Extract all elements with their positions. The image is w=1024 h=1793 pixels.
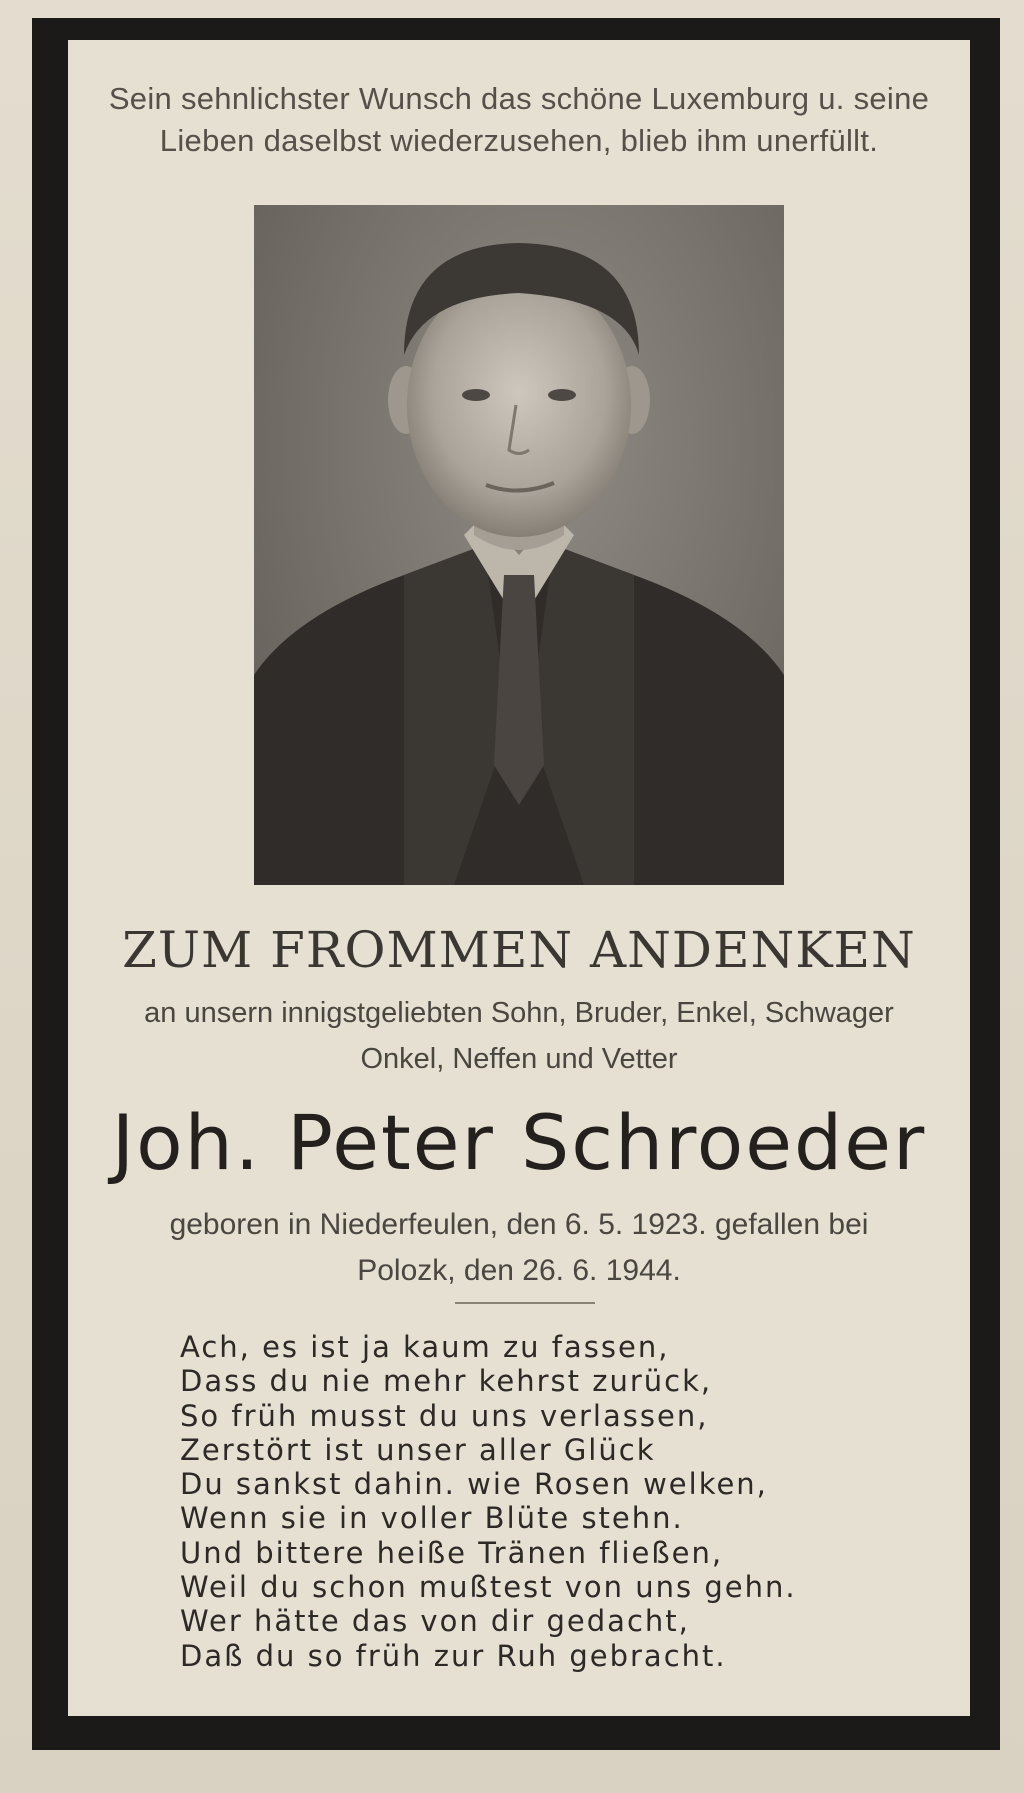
heading-zum-frommen-andenken: ZUM FROMMEN ANDENKEN — [122, 921, 916, 979]
poem-line: Ach, es ist ja kaum zu fassen, — [180, 1330, 670, 1364]
birth-death-dates — [68, 1202, 970, 1294]
poem-line: Und bittere heiße Tränen fließen, — [180, 1535, 724, 1570]
poem-line: Zerstört ist unser aller Glück — [180, 1432, 656, 1467]
portrait-photo — [254, 205, 784, 885]
dedication-line-1: an unsern innigstgeliebten Sohn, Bruder, Enkel, Schwager — [144, 997, 894, 1029]
divider-rule — [455, 1302, 595, 1304]
poem — [180, 1330, 920, 1673]
poem-line: Dass du nie mehr kehrst zurück, — [180, 1364, 713, 1399]
deceased-name: Joh. Peter Schroeder — [111, 1098, 927, 1187]
dates-line-1: geboren in Niederfeulen, den 6. 5. 1923. gefallen bei — [169, 1208, 869, 1241]
poem-line: Daß du so früh zur Ruh gebracht. — [180, 1638, 727, 1673]
top-verse-line-1: Sein sehnlichster Wunsch das schöne Luxemburg u. seine — [108, 81, 930, 116]
poem-line: Wer hätte das von dir gedacht, — [180, 1604, 690, 1639]
poem-line: Du sankst dahin. wie Rosen welken, — [180, 1467, 768, 1502]
dates-line-2: Polozk, den 26. 6. 1944. — [357, 1254, 681, 1287]
top-verse-line-2: Lieben daselbst wiederzusehen, blieb ihm unerfüllt. — [159, 123, 879, 158]
poem-line: Weil du schon mußtest von uns gehn. — [180, 1570, 797, 1605]
poem-line: Wenn sie in voller Blüte stehn. — [180, 1501, 684, 1536]
top-verse — [68, 78, 970, 162]
portrait-photo-icon — [254, 205, 784, 885]
dedication-line-2: Onkel, Neffen und Vetter — [360, 1043, 678, 1075]
poem-line: So früh musst du uns verlassen, — [180, 1398, 709, 1433]
dedication — [68, 990, 970, 1082]
